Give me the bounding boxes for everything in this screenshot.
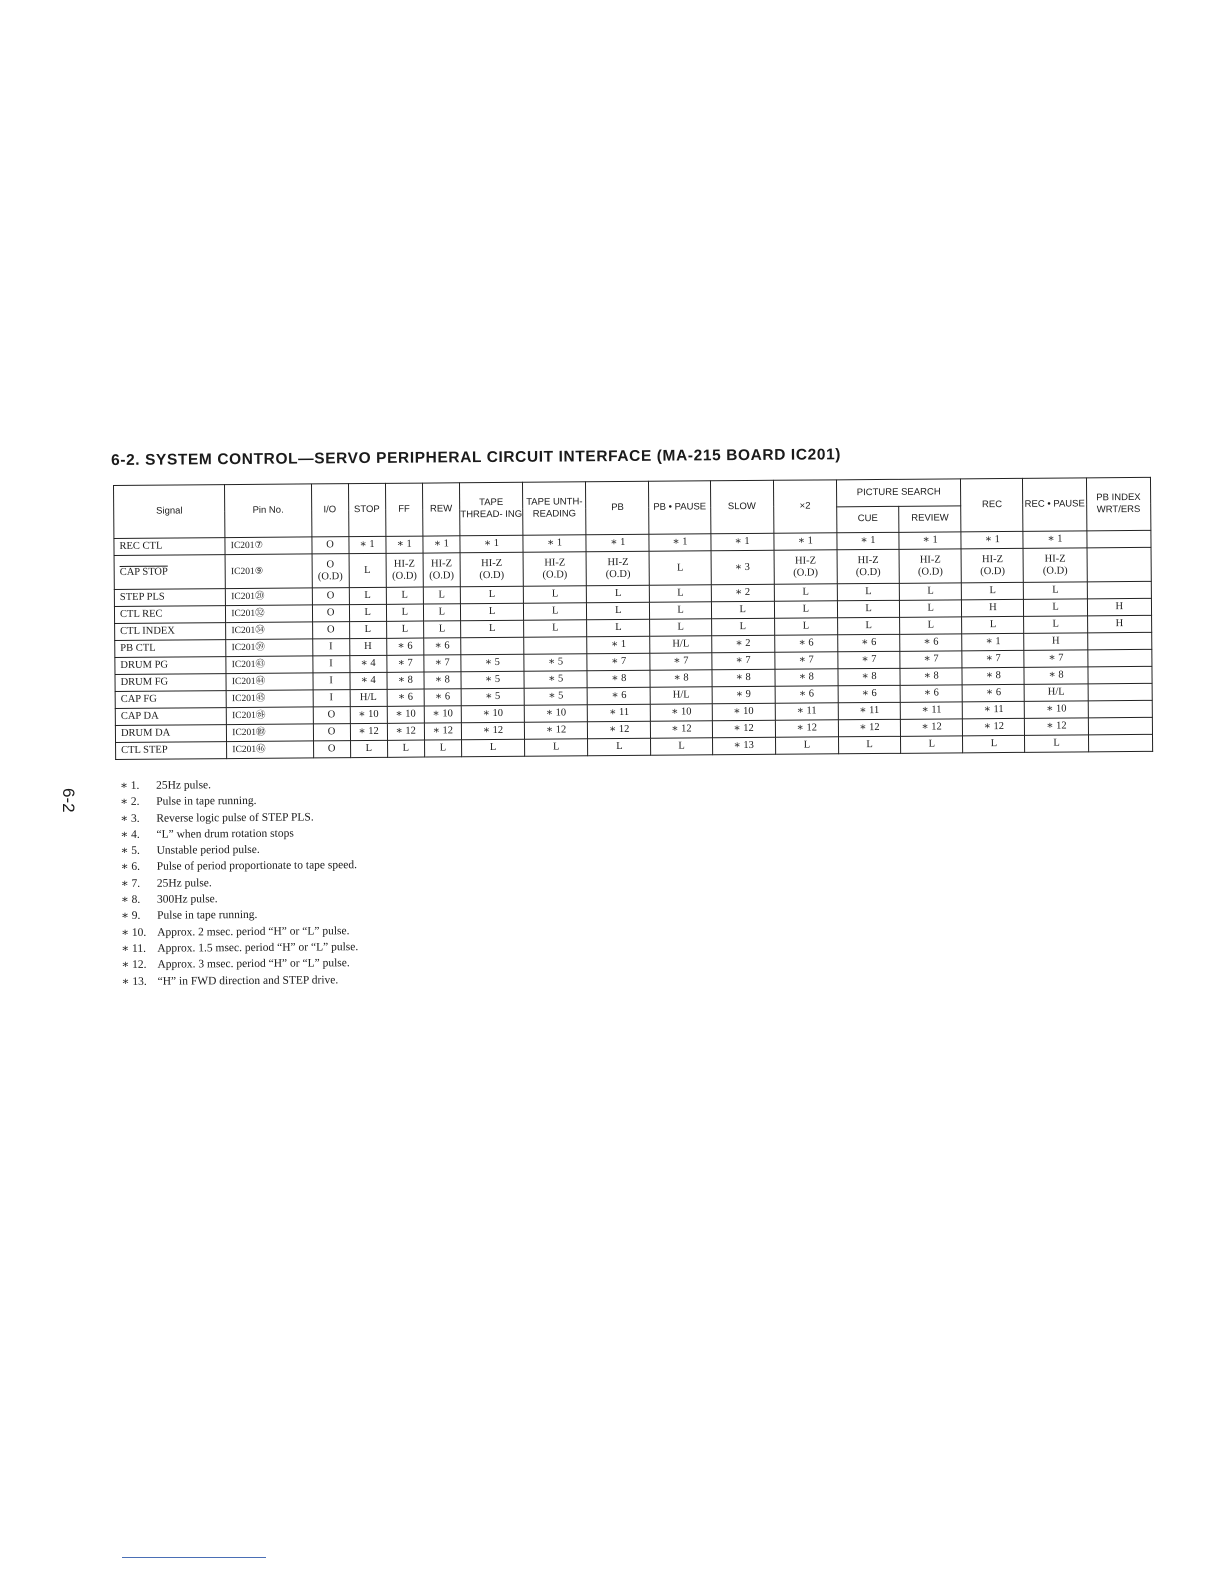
- cell-pb-pause: L: [651, 738, 712, 755]
- cell-stop: ∗ 10: [350, 706, 387, 723]
- footnote-item: [121, 939, 358, 957]
- cell-stop: ∗ 4: [350, 672, 387, 689]
- cell-pb-pause: ∗ 1: [649, 534, 710, 551]
- cell-pb-pause: H/L: [650, 636, 711, 653]
- cell-stop: L: [350, 740, 387, 757]
- cell-slow: ∗ 3: [711, 550, 774, 584]
- cell-rec: H: [962, 599, 1024, 616]
- cell-thread: ∗ 5: [461, 654, 524, 671]
- cell-ff: L: [386, 604, 423, 621]
- cell-pin: IC201㊺: [226, 690, 312, 708]
- cell-unthread: [524, 637, 587, 654]
- signal-name: CTL INDEX: [120, 625, 175, 637]
- cell-pb-index: [1088, 700, 1152, 718]
- cell-pb: L: [587, 602, 650, 619]
- signal-name: DRUM PG: [120, 659, 169, 671]
- cell-ff: ∗ 1: [386, 536, 423, 553]
- cell-slow: ∗ 2: [711, 635, 774, 652]
- cell-signal: [114, 538, 225, 556]
- footnote-mark: ∗ 6.: [120, 861, 141, 874]
- cell-io: I: [313, 690, 350, 707]
- footnote-mark: ∗ 3.: [120, 812, 140, 825]
- cell-unthread: ∗ 12: [524, 722, 587, 739]
- cell-cue: ∗ 8: [838, 668, 900, 685]
- cell-slow: ∗ 8: [712, 669, 775, 686]
- footnote-item: [121, 955, 358, 973]
- cell-rec-pause: ∗ 1: [1023, 531, 1086, 548]
- cell-unthread: HI-Z (O.D): [523, 552, 586, 586]
- footnotes: [120, 776, 359, 990]
- cell-x2: HI-Z (O.D): [774, 550, 837, 584]
- cell-pb-pause: ∗ 7: [650, 653, 711, 670]
- cell-pb: ∗ 12: [588, 721, 651, 738]
- cell-cue: L: [837, 600, 899, 617]
- cell-rec-pause: L: [1024, 599, 1087, 616]
- footnote-mark: ∗ 11.: [121, 942, 147, 955]
- cell-cue: ∗ 11: [838, 702, 900, 719]
- cell-unthread: ∗ 5: [524, 654, 587, 671]
- cell-cue: L: [837, 583, 899, 600]
- footnote-mark: ∗ 5.: [120, 845, 140, 858]
- footnote-item: [120, 825, 357, 843]
- cell-unthread: ∗ 5: [524, 671, 587, 688]
- cell-ff: L: [386, 587, 423, 604]
- cell-pb: L: [588, 738, 651, 755]
- cell-thread: ∗ 5: [461, 671, 524, 688]
- section-title: 6-2. SYSTEM CONTROL—SERVO PERIPHERAL CIRCUIT INTERFACE (MA-215 BOARD IC201): [111, 446, 842, 469]
- cell-x2: L: [774, 584, 837, 601]
- cell-pb-pause: L: [650, 619, 711, 636]
- cell-pb: ∗ 8: [587, 670, 650, 687]
- cell-x2: L: [774, 601, 837, 618]
- cell-thread: ∗ 1: [460, 535, 523, 552]
- cell-rew: L: [424, 740, 461, 757]
- cell-ff: ∗ 8: [387, 672, 424, 689]
- footnote-mark: ∗ 8.: [120, 893, 141, 907]
- cell-pb-pause: ∗ 10: [651, 704, 712, 721]
- footnote-text: “L” when drum rotation stops: [156, 827, 294, 841]
- cell-pb: L: [587, 585, 650, 602]
- cell-rew: L: [423, 621, 460, 638]
- cell-review: ∗ 1: [899, 532, 961, 549]
- interface-table-wrap: [113, 477, 1153, 760]
- cell-x2: ∗ 6: [775, 686, 838, 703]
- cell-io: O: [313, 741, 350, 758]
- bottom-rule: [122, 1557, 266, 1558]
- cell-rec: HI-Z (O.D): [961, 548, 1023, 582]
- cell-pb: ∗ 1: [586, 534, 649, 551]
- cell-thread: L: [460, 586, 523, 603]
- cell-cue: ∗ 12: [838, 719, 900, 736]
- cell-rec-pause: ∗ 10: [1025, 701, 1088, 718]
- header-rew: REW: [422, 483, 460, 536]
- cell-rec: ∗ 6: [962, 684, 1024, 701]
- cell-cue: HI-Z (O.D): [837, 549, 899, 583]
- cell-thread: L: [460, 620, 523, 637]
- footnote-text: 25Hz pulse.: [156, 779, 212, 792]
- header-signal: Signal: [114, 485, 226, 539]
- cell-signal: [114, 555, 226, 590]
- cell-stop: ∗ 1: [349, 536, 386, 553]
- cell-rec: L: [962, 616, 1024, 633]
- footnote-mark: ∗ 9.: [121, 910, 141, 923]
- header-pb-index: PB INDEX WRT/ERS: [1086, 477, 1151, 531]
- cell-slow: ∗ 1: [711, 533, 774, 550]
- cell-rec: ∗ 11: [963, 701, 1025, 718]
- cell-review: L: [900, 617, 962, 634]
- cell-signal: [115, 623, 226, 641]
- cell-stop: L: [349, 587, 386, 604]
- footnote-item: [120, 809, 357, 827]
- cell-io: O: [313, 707, 350, 724]
- cell-rec-pause: ∗ 8: [1024, 667, 1087, 684]
- footnote-item: [122, 972, 359, 990]
- cell-unthread: ∗ 5: [524, 688, 587, 705]
- cell-ff: ∗ 12: [387, 723, 424, 740]
- cell-rec: L: [963, 735, 1025, 752]
- cell-rew: L: [423, 604, 460, 621]
- cell-slow: L: [711, 601, 774, 618]
- cell-rec-pause: H/L: [1025, 684, 1088, 701]
- cell-pin: IC201㉜: [226, 605, 312, 623]
- cell-thread: HI-Z (O.D): [460, 552, 523, 586]
- cell-unthread: ∗ 10: [524, 705, 587, 722]
- header-rec: REC: [961, 478, 1024, 531]
- cell-rew: L: [423, 587, 460, 604]
- footnote-text: 25Hz pulse.: [156, 877, 212, 890]
- cell-pb: ∗ 1: [587, 636, 650, 653]
- cell-rec: ∗ 1: [961, 531, 1023, 548]
- footnote-mark: ∗ 4.: [120, 828, 140, 841]
- cell-io: O: [312, 605, 349, 622]
- cell-io: O: [311, 537, 348, 554]
- cell-slow: ∗ 9: [712, 686, 775, 703]
- cell-slow: ∗ 10: [712, 703, 775, 720]
- cell-ff: HI-Z (O.D): [386, 553, 423, 587]
- cell-review: L: [900, 600, 962, 617]
- cell-pb-index: [1087, 547, 1152, 582]
- header-tape-threading: TAPE THREAD- ING: [459, 482, 523, 535]
- cell-signal: [115, 657, 226, 675]
- cell-pin: IC201㊴: [226, 639, 312, 657]
- footnote-text: “H” in FWD direction and STEP drive.: [157, 973, 339, 988]
- cell-pb-pause: H/L: [651, 687, 712, 704]
- cell-pin: IC201㊸: [226, 656, 312, 674]
- cell-rec: ∗ 8: [962, 667, 1024, 684]
- header-x2: ×2: [773, 480, 837, 533]
- cell-stop: L: [349, 604, 386, 621]
- signal-name: CAP STOP: [119, 566, 168, 578]
- cell-pin: IC201⑳: [226, 588, 312, 606]
- cell-pb-index: [1088, 666, 1152, 684]
- cell-unthread: L: [524, 620, 587, 637]
- header-pb: PB: [586, 481, 650, 534]
- header-io: I/O: [311, 484, 349, 537]
- cell-pb: HI-Z (O.D): [586, 551, 649, 585]
- header-stop: STOP: [348, 483, 386, 536]
- footnote-mark: ∗ 7.: [120, 877, 141, 890]
- interface-table: [113, 477, 1153, 760]
- cell-pb-index: [1088, 734, 1152, 752]
- cell-thread: L: [461, 739, 524, 756]
- cell-review: L: [901, 736, 963, 753]
- cell-cue: ∗ 7: [838, 651, 900, 668]
- cell-thread: L: [460, 603, 523, 620]
- cell-pin: IC201⑦: [225, 537, 311, 555]
- header-ff: FF: [385, 483, 423, 536]
- cell-pb-index: [1087, 649, 1151, 667]
- cell-stop: H: [349, 638, 386, 655]
- footnote-item: [121, 907, 358, 925]
- side-page-label: 6-2: [59, 788, 78, 813]
- signal-name: DRUM FG: [120, 676, 169, 688]
- cell-pin: IC201㉼: [227, 724, 313, 742]
- cell-slow: ∗ 13: [712, 737, 775, 754]
- footnote-mark: ∗ 2.: [120, 796, 140, 809]
- cell-x2: ∗ 7: [775, 652, 838, 669]
- cell-ff: ∗ 6: [386, 638, 423, 655]
- footnote-item: [121, 841, 358, 859]
- cell-io: O: [312, 588, 349, 605]
- cell-rec-pause: H: [1024, 633, 1087, 650]
- cell-io: O: [313, 724, 350, 741]
- cell-thread: ∗ 12: [461, 722, 524, 739]
- cell-pb-pause: L: [650, 585, 711, 602]
- cell-cue: L: [838, 617, 900, 634]
- cell-cue: ∗ 6: [838, 685, 900, 702]
- footnote-text: Pulse in tape running.: [157, 909, 258, 923]
- signal-name: REC CTL: [119, 540, 163, 552]
- cell-rec-pause: ∗ 12: [1025, 718, 1088, 735]
- cell-pb-pause: ∗ 12: [651, 721, 712, 738]
- cell-x2: L: [775, 737, 838, 754]
- cell-signal: [114, 589, 225, 607]
- cell-review: ∗ 11: [900, 702, 962, 719]
- cell-rew: ∗ 7: [424, 655, 461, 672]
- cell-io: I: [312, 656, 349, 673]
- cell-signal: [114, 606, 225, 624]
- cell-stop: L: [349, 553, 386, 587]
- cell-review: HI-Z (O.D): [899, 549, 961, 583]
- cell-review: ∗ 8: [900, 668, 962, 685]
- footnote-item: [121, 874, 358, 892]
- signal-name: DRUM DA: [120, 727, 171, 739]
- header-rec-pause: REC • PAUSE: [1023, 478, 1087, 531]
- cell-x2: ∗ 12: [775, 720, 838, 737]
- cell-slow: L: [711, 618, 774, 635]
- cell-signal: [115, 708, 226, 726]
- footnote-mark: ∗ 12.: [121, 959, 147, 972]
- footnote-text: 300Hz pulse.: [156, 893, 218, 906]
- cell-cue: ∗ 6: [838, 634, 900, 651]
- header-slow: SLOW: [710, 480, 774, 533]
- cell-io: I: [313, 673, 350, 690]
- cell-review: ∗ 7: [900, 651, 962, 668]
- signal-name: PB CTL: [120, 642, 156, 654]
- cell-stop: L: [349, 621, 386, 638]
- cell-unthread: L: [525, 739, 588, 756]
- cell-signal: [116, 742, 227, 760]
- cell-rec: ∗ 1: [962, 633, 1024, 650]
- cell-io: O: [312, 622, 349, 639]
- cell-rec-pause: ∗ 7: [1024, 650, 1087, 667]
- cell-io: I: [312, 639, 349, 656]
- cell-pb: ∗ 7: [587, 653, 650, 670]
- cell-rew: ∗ 1: [423, 536, 460, 553]
- cell-rew: ∗ 6: [424, 689, 461, 706]
- cell-pb: L: [587, 619, 650, 636]
- signal-name: CTL STEP: [121, 744, 168, 756]
- cell-x2: ∗ 1: [774, 533, 837, 550]
- cell-rew: ∗ 12: [424, 723, 461, 740]
- cell-ff: ∗ 6: [387, 689, 424, 706]
- cell-rec: ∗ 12: [963, 718, 1025, 735]
- cell-pb: ∗ 6: [587, 687, 650, 704]
- cell-slow: ∗ 12: [712, 720, 775, 737]
- header-review: REVIEW: [899, 505, 961, 532]
- footnote-text: Reverse logic pulse of STEP PLS.: [156, 811, 314, 825]
- cell-signal: [115, 691, 226, 709]
- footnote-text: Unstable period pulse.: [156, 844, 260, 857]
- cell-pin: IC201㊻: [227, 741, 313, 759]
- cell-review: ∗ 12: [900, 719, 962, 736]
- cell-pb-index: H: [1087, 615, 1151, 633]
- cell-pin: IC201㉞: [226, 622, 312, 640]
- cell-slow: ∗ 7: [711, 652, 774, 669]
- cell-rew: ∗ 6: [424, 638, 461, 655]
- footnote-text: Approx. 3 msec. period “H” or “L” pulse.: [157, 957, 350, 971]
- cell-cue: ∗ 1: [837, 532, 899, 549]
- footnote-mark: ∗ 10.: [121, 926, 147, 939]
- cell-pin: IC201㊹: [226, 673, 312, 691]
- signal-name: CTL REC: [119, 608, 163, 620]
- cell-thread: ∗ 5: [461, 688, 524, 705]
- cell-slow: ∗ 2: [711, 584, 774, 601]
- footnote-mark: ∗ 1.: [120, 779, 140, 792]
- cell-rec-pause: L: [1025, 735, 1088, 752]
- footnote-text: Approx. 1.5 msec. period “H” or “L” pulse.: [157, 941, 359, 955]
- cell-pb-index: [1087, 530, 1151, 548]
- footnote-item: [121, 890, 358, 908]
- footnote-text: Pulse of period proportionate to tape speed.: [156, 859, 357, 874]
- cell-review: ∗ 6: [900, 634, 962, 651]
- cell-pb-pause: L: [649, 551, 710, 585]
- cell-unthread: L: [523, 586, 586, 603]
- cell-x2: ∗ 8: [775, 669, 838, 686]
- cell-stop: ∗ 12: [350, 723, 387, 740]
- signal-name: CAP DA: [120, 710, 159, 722]
- cell-ff: ∗ 10: [387, 706, 424, 723]
- cell-pb-index: [1088, 683, 1152, 701]
- header-pb-pause: PB • PAUSE: [649, 481, 711, 534]
- footnote-item: [121, 858, 358, 876]
- table-body: [114, 530, 1153, 759]
- cell-io: O (O.D): [312, 554, 349, 588]
- header-cue: CUE: [837, 506, 899, 533]
- cell-pb-index: [1088, 717, 1152, 735]
- cell-rec-pause: HI-Z (O.D): [1023, 548, 1086, 582]
- cell-rec: ∗ 7: [962, 650, 1024, 667]
- cell-signal: [115, 640, 226, 658]
- cell-pb-index: [1087, 581, 1151, 599]
- cell-cue: L: [838, 736, 900, 753]
- cell-review: L: [899, 583, 961, 600]
- cell-stop: ∗ 4: [349, 655, 386, 672]
- header-pin-no: Pin No.: [225, 484, 312, 538]
- cell-unthread: ∗ 1: [523, 535, 586, 552]
- cell-x2: ∗ 6: [774, 635, 837, 652]
- cell-review: ∗ 6: [900, 685, 962, 702]
- cell-rew: ∗ 8: [424, 672, 461, 689]
- footnote-text: Approx. 2 msec. period “H” or “L” pulse.: [157, 924, 350, 939]
- cell-rew: HI-Z (O.D): [423, 553, 460, 587]
- cell-pb-index: H: [1087, 598, 1151, 616]
- cell-ff: L: [386, 621, 423, 638]
- footnote-item: [121, 923, 358, 941]
- cell-pb: ∗ 11: [588, 704, 651, 721]
- cell-rec-pause: L: [1024, 582, 1087, 599]
- footnote-mark: ∗ 13.: [121, 975, 147, 988]
- cell-pin: IC201⑨: [225, 554, 311, 589]
- cell-pb-pause: L: [650, 602, 711, 619]
- footnote-item: [120, 792, 357, 810]
- cell-pb-index: [1087, 632, 1151, 650]
- cell-x2: ∗ 11: [775, 703, 838, 720]
- cell-unthread: L: [524, 603, 587, 620]
- footnote-item: [120, 776, 357, 794]
- cell-thread: ∗ 10: [461, 705, 524, 722]
- footnote-text: Pulse in tape running.: [156, 795, 257, 809]
- signal-name: CAP FG: [120, 693, 157, 705]
- signal-name: STEP PLS: [119, 591, 165, 603]
- cell-pin: IC201㉻: [227, 707, 313, 725]
- header-picture-search: PICTURE SEARCH: [836, 479, 961, 506]
- cell-ff: L: [387, 740, 424, 757]
- header-tape-unthreading: TAPE UNTH- READING: [523, 482, 587, 535]
- cell-signal: [115, 725, 226, 743]
- cell-x2: L: [774, 618, 837, 635]
- cell-signal: [115, 674, 226, 692]
- cell-stop: H/L: [350, 689, 387, 706]
- cell-thread: [461, 637, 524, 654]
- cell-rew: ∗ 10: [424, 706, 461, 723]
- cell-pb-pause: ∗ 8: [650, 670, 711, 687]
- cell-rec-pause: L: [1024, 616, 1087, 633]
- cell-ff: ∗ 7: [387, 655, 424, 672]
- cell-rec: L: [962, 582, 1024, 599]
